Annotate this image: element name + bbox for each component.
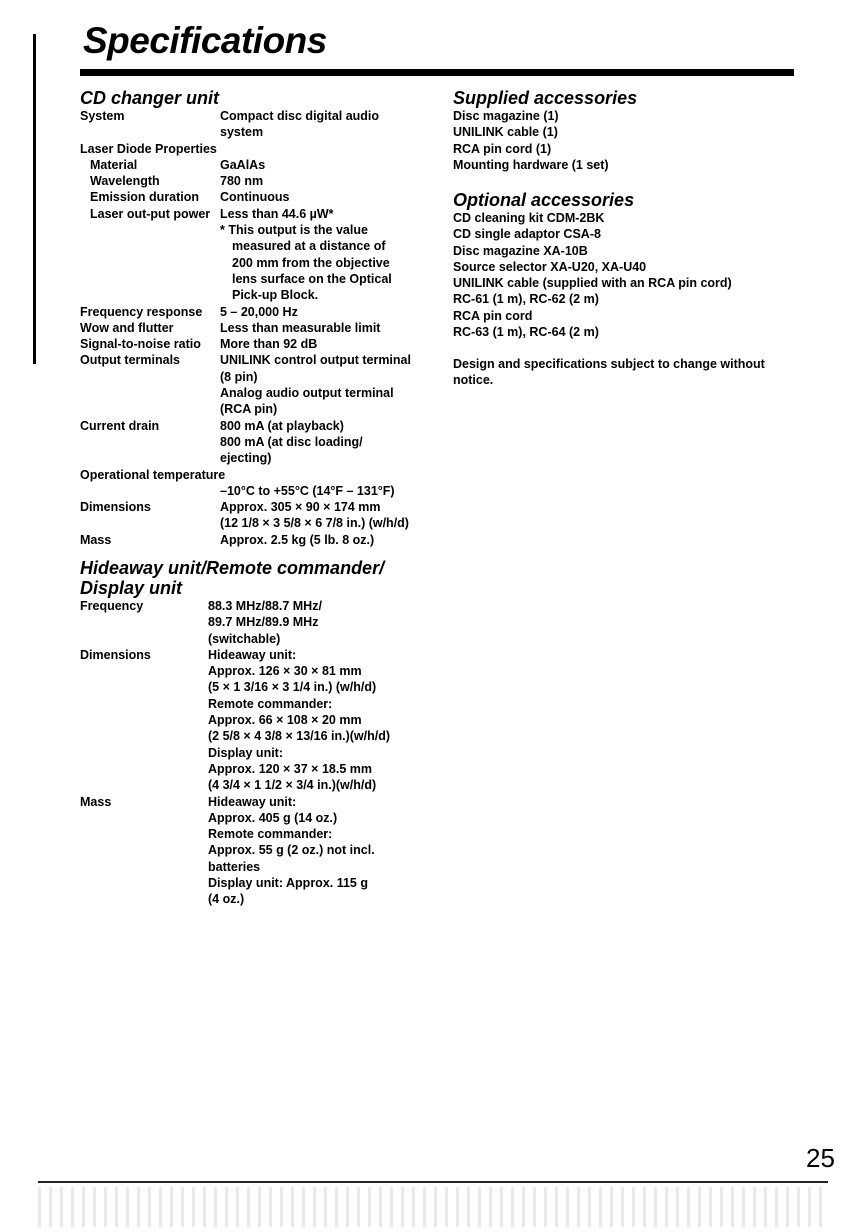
optional-title: Optional accessories — [453, 190, 635, 210]
supplied-title: Supplied accessories — [453, 88, 638, 108]
spec-row — [80, 189, 430, 205]
spec-value-line: Less than measurable limit — [220, 320, 381, 335]
spec-value-line: Display unit: Approx. 115 g — [208, 876, 368, 891]
spec-label: Laser Diode Properties — [80, 141, 217, 156]
spec-row — [80, 304, 430, 320]
spec-value-line: (4 3/4 × 1 1/2 × 3/4 in.)(w/h/d) — [208, 778, 377, 793]
scan-noise — [38, 1187, 828, 1227]
spec-label: Laser out-put power — [90, 206, 211, 221]
spec-label: Signal-to-noise ratio — [80, 337, 201, 352]
spec-value-line: Approx. 120 × 37 × 18.5 mm — [208, 761, 372, 776]
spec-value-line: More than 92 dB — [220, 337, 318, 352]
accessory-item: RC-61 (1 m), RC-62 (2 m) — [453, 292, 599, 307]
spec-value-line: Approx. 126 × 30 × 81 mm — [208, 664, 362, 679]
spec-value-line: Display unit: — [208, 745, 284, 760]
supplied-section — [453, 88, 813, 173]
accessory-item: RCA pin cord — [453, 308, 533, 323]
spec-value — [220, 483, 430, 499]
spec-value-line: (4 oz.) — [208, 892, 245, 907]
spec-row — [80, 157, 430, 173]
spec-value-line: system — [220, 125, 264, 140]
spec-value-line: –10°C to +55°C (14°F – 131°F) — [220, 483, 395, 498]
spec-note-line: * This output is the value — [220, 223, 368, 238]
spec-value — [220, 352, 430, 417]
optional-section — [453, 190, 833, 340]
spec-row — [80, 336, 430, 352]
cd-changer-title: CD changer unit — [80, 88, 220, 108]
spec-value — [220, 304, 430, 320]
spec-value — [220, 336, 430, 352]
spec-row — [80, 483, 430, 499]
spec-value-line: Hideaway unit: — [208, 647, 297, 662]
spec-value-line: 89.7 MHz/89.9 MHz — [208, 615, 319, 630]
spec-row — [80, 206, 430, 304]
spec-row — [80, 647, 430, 794]
page-title: Specifications — [83, 20, 327, 61]
spec-value — [208, 598, 430, 647]
spec-label: Frequency response — [80, 304, 203, 319]
hideaway-title-line2: Display unit — [80, 578, 183, 598]
accessory-item: CD cleaning kit CDM-2BK — [453, 211, 605, 225]
spec-row — [80, 108, 430, 141]
title-rule — [80, 69, 794, 76]
spec-row — [80, 352, 430, 417]
supplied-list — [453, 108, 813, 173]
spec-note-line: measured at a distance of — [232, 239, 386, 254]
spec-value-line: Approx. 405 g (14 oz.) — [208, 810, 338, 825]
notice-line-1: Design and specifications subject to change without — [453, 357, 765, 371]
spec-value-line: Remote commander: — [208, 696, 333, 711]
spec-value-line: (RCA pin) — [220, 402, 278, 417]
spec-value — [208, 794, 430, 908]
spec-value-line: Compact disc digital audio — [220, 109, 380, 123]
spec-value — [208, 647, 430, 794]
spec-label: Emission duration — [90, 190, 200, 205]
spec-label — [80, 483, 220, 499]
spec-value — [220, 108, 430, 141]
spec-label: System — [80, 109, 125, 123]
spec-label: Wow and flutter — [80, 320, 174, 335]
hideaway-section — [80, 558, 430, 908]
spec-label: Material — [90, 157, 138, 172]
spec-value-line: 88.3 MHz/88.7 MHz/ — [208, 599, 322, 613]
spec-value-line: GaAlAs — [220, 157, 266, 172]
spec-row — [80, 320, 430, 336]
spec-value — [220, 157, 430, 173]
spec-label: Frequency — [80, 599, 144, 613]
spec-value-line: 800 mA (at disc loading/ — [220, 434, 363, 449]
spec-value-line: Remote commander: — [208, 827, 333, 842]
spec-row — [80, 418, 430, 467]
accessory-item: Disc magazine XA-10B — [453, 243, 588, 258]
cd-changer-spec-list — [80, 108, 430, 548]
accessory-item: UNILINK cable (supplied with an RCA pin cord) — [453, 276, 732, 291]
accessory-item: Source selector XA-U20, XA-U40 — [453, 259, 647, 274]
spec-value — [220, 532, 430, 548]
hideaway-title-line1: Hideaway unit/Remote commander/ — [80, 558, 385, 578]
spec-row — [80, 141, 430, 157]
spec-value — [220, 173, 430, 189]
spec-value-line: (2 5/8 × 4 3/8 × 13/16 in.)(w/h/d) — [208, 729, 391, 744]
spec-value — [220, 418, 430, 467]
accessory-item: RC-63 (1 m), RC-64 (2 m) — [453, 325, 599, 340]
optional-list — [453, 210, 833, 340]
spec-row — [80, 598, 430, 647]
spec-value-line: 5 – 20,000 Hz — [220, 304, 298, 319]
spec-label: Dimensions — [80, 500, 151, 515]
margin-bar — [33, 34, 36, 364]
spec-value-line: (12 1/8 × 3 5/8 × 6 7/8 in.) (w/h/d) — [220, 516, 409, 531]
spec-value-line: 780 nm — [220, 174, 264, 189]
spec-note-line: Pick-up Block. — [232, 288, 319, 303]
spec-row — [80, 467, 430, 483]
spec-value-line: (8 pin) — [220, 369, 258, 384]
accessory-item: Mounting hardware (1 set) — [453, 157, 609, 172]
spec-value-line: UNILINK control output terminal — [220, 353, 411, 368]
spec-value-line: Continuous — [220, 190, 290, 205]
accessory-item: RCA pin cord (1) — [453, 141, 552, 156]
spec-row — [80, 532, 430, 548]
accessory-item: Disc magazine (1) — [453, 109, 559, 123]
spec-value-line: Approx. 55 g (2 oz.) not incl. — [208, 843, 375, 858]
spec-label: Operational temperature — [80, 467, 226, 482]
notice-section — [453, 356, 833, 389]
accessory-item: UNILINK cable (1) — [453, 125, 558, 140]
spec-value-line: 800 mA (at playback) — [220, 418, 344, 433]
spec-label: Mass — [80, 532, 112, 547]
spec-value-line: Analog audio output terminal — [220, 386, 394, 401]
spec-value-line: Approx. 66 × 108 × 20 mm — [208, 713, 362, 728]
spec-value-line: Less than 44.6 µW* — [220, 206, 334, 221]
spec-value — [220, 320, 430, 336]
spec-value-line: Approx. 2.5 kg (5 lb. 8 oz.) — [220, 532, 375, 547]
spec-value — [220, 499, 430, 532]
spec-value-line: (switchable) — [208, 631, 281, 646]
spec-row — [80, 499, 430, 532]
spec-value-line: Hideaway unit: — [208, 794, 297, 809]
spec-value-line: Approx. 305 × 90 × 174 mm — [220, 500, 381, 515]
spec-label: Mass — [80, 794, 112, 809]
spec-row — [80, 794, 430, 908]
notice-line-2: notice. — [453, 373, 494, 388]
spec-label: Wavelength — [90, 174, 160, 189]
spec-label: Output terminals — [80, 353, 181, 368]
spec-row — [80, 173, 430, 189]
spec-value-line: ejecting) — [220, 451, 272, 466]
bottom-rule — [38, 1181, 828, 1183]
spec-value-line: batteries — [208, 859, 261, 874]
spec-note-line: 200 mm from the objective — [232, 255, 390, 270]
spec-label: Current drain — [80, 418, 160, 433]
spec-value-line: (5 × 1 3/16 × 3 1/4 in.) (w/h/d) — [208, 680, 377, 695]
spec-value — [220, 189, 430, 205]
page-number: 25 — [806, 1143, 835, 1173]
hideaway-spec-list — [80, 598, 430, 908]
spec-label: Dimensions — [80, 647, 151, 662]
accessory-item: CD single adaptor CSA-8 — [453, 227, 601, 242]
spec-value — [220, 206, 430, 304]
spec-note-line: lens surface on the Optical — [232, 271, 392, 286]
cd-changer-section — [80, 88, 430, 548]
